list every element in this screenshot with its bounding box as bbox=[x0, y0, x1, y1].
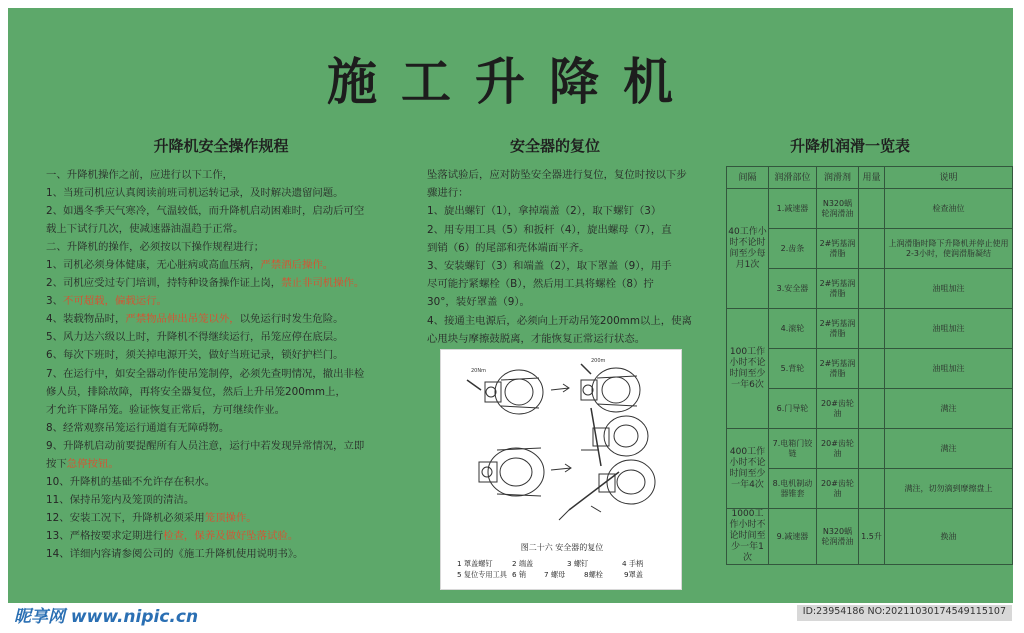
warning-text: 笼顶操作。 bbox=[204, 511, 257, 524]
reset-step-line: 1、旋出螺钉（1），拿掉端盖（2），取下螺钉（3） bbox=[427, 205, 662, 218]
safety-heading: 升降机安全操作规程 bbox=[153, 137, 289, 155]
warning-text: 不可超载，偏载运行。 bbox=[63, 295, 167, 308]
safety-rule-line bbox=[46, 527, 398, 545]
rule-text: 载上下试行几次，使减速器油温趋于正常。 bbox=[46, 223, 244, 236]
rule-text: 修人员，排除故障，再将安全器复位，然后上升吊笼200mm上， bbox=[46, 385, 346, 398]
reset-step-line: 3、安装螺钉（3）和端盖（2），取下罩盖（9），用手 bbox=[427, 260, 672, 273]
safety-rule-line bbox=[46, 220, 398, 238]
safety-device-drawing bbox=[441, 350, 683, 540]
table-row bbox=[727, 469, 1013, 509]
interval-cell: 1000工作小时不论时间至少一年1次 bbox=[727, 509, 769, 565]
amount-cell bbox=[859, 189, 885, 229]
lubricant-cell: 20#齿轮油 bbox=[817, 469, 859, 509]
safety-rule-line bbox=[46, 419, 398, 437]
legend-item: 5 复位专用工具 bbox=[457, 570, 507, 579]
page-title: 施工升降机 bbox=[327, 52, 697, 111]
figure-caption: 图二十六 安全器的复位 bbox=[520, 543, 604, 552]
column-header: 说明 bbox=[885, 167, 1013, 189]
note-cell: 油咀加注 bbox=[885, 269, 1013, 309]
rule-text: 才允许下降吊笼。验证恢复正常后，方可继续作业。 bbox=[46, 403, 285, 416]
safety-rule-line bbox=[46, 491, 398, 509]
reset-step-line: 4、接通主电源后，必须向上开动吊笼200mm以上，使离 bbox=[427, 314, 692, 327]
safety-rule-line bbox=[46, 256, 398, 274]
reset-steps bbox=[427, 166, 717, 348]
device-unit bbox=[479, 448, 544, 496]
amount-cell bbox=[859, 389, 885, 429]
table-row bbox=[727, 349, 1013, 389]
device-unit bbox=[581, 408, 648, 466]
safety-rule-line bbox=[46, 473, 398, 491]
legend-item: 2 端盖 bbox=[512, 559, 534, 568]
rule-text: 6、每次下班时，须关掉电源开关，做好当班记录，锁好护栏门。 bbox=[46, 349, 344, 362]
rule-text: 9、升降机启动前要提醒所有人员注意，运行中若发现异常情况，立即 bbox=[46, 439, 365, 452]
note-cell: 满注 bbox=[885, 389, 1013, 429]
rule-text: 12、安装工况下，升降机必须采用 bbox=[46, 511, 205, 524]
amount-cell bbox=[859, 469, 885, 509]
safety-rule-line bbox=[46, 365, 398, 383]
part-cell: 5.背轮 bbox=[769, 349, 817, 389]
lubricant-cell: 20#齿轮油 bbox=[817, 389, 859, 429]
table-row bbox=[727, 509, 1013, 565]
reset-step-line: 2、用专用工具（5）和扳杆（4），旋出螺母（7），直 bbox=[427, 223, 672, 236]
lubricant-cell: N320蜗轮润滑油 bbox=[817, 189, 859, 229]
warning-text: 禁止非司机操作。 bbox=[281, 277, 365, 290]
lubricant-cell: 2#钙基润滑脂 bbox=[817, 309, 859, 349]
lubricant-cell: 2#钙基润滑脂 bbox=[817, 269, 859, 309]
interval-cell: 100工作小时不论时间至少一年6次 bbox=[727, 309, 769, 429]
table-header-row bbox=[727, 167, 1013, 189]
safety-rule-line bbox=[46, 383, 398, 401]
safety-rule-line bbox=[46, 238, 398, 256]
column-header: 用量 bbox=[859, 167, 885, 189]
lubricant-cell: 20#齿轮油 bbox=[817, 429, 859, 469]
warning-text: 急停按钮。 bbox=[66, 457, 119, 470]
rule-text: 4、装载物品时， bbox=[46, 313, 126, 326]
legend-item: 1 罩盖螺钉 bbox=[457, 559, 493, 568]
safety-rule-line bbox=[46, 274, 398, 292]
figure-legend bbox=[457, 558, 677, 580]
rule-text: 按下 bbox=[46, 457, 67, 470]
rule-text: 3、 bbox=[46, 295, 64, 308]
device-unit bbox=[467, 370, 543, 414]
rule-text: 二、升降机的操作，必须按以下操作规程进行； bbox=[46, 241, 265, 254]
legend-item: 9罩盖 bbox=[624, 570, 643, 579]
rule-text: 10、升降机的基础不允许存在积水。 bbox=[46, 475, 216, 488]
reset-step-line: 到销（6）的尾部和壳体端面平齐。 bbox=[427, 241, 590, 254]
legend-item: 8螺栓 bbox=[584, 570, 603, 579]
part-cell: 9.减速器 bbox=[769, 509, 817, 565]
reset-step-line: 尽可能拧紧螺栓（B），然后用工具将螺栓（8）拧 bbox=[427, 278, 654, 291]
safety-rule-line bbox=[46, 166, 398, 184]
part-cell: 3.安全器 bbox=[769, 269, 817, 309]
interval-cell: 400工作小时不论时间至少一年4次 bbox=[727, 429, 769, 509]
reset-step-line: 骤进行： bbox=[427, 187, 469, 200]
table-row bbox=[727, 389, 1013, 429]
part-cell: 7.电箱门铰链 bbox=[769, 429, 817, 469]
table-row bbox=[727, 429, 1013, 469]
safety-rules bbox=[46, 166, 398, 563]
safety-rule-line bbox=[46, 455, 398, 473]
amount-cell bbox=[859, 429, 885, 469]
safety-rule-line bbox=[46, 401, 398, 419]
amount-cell: 1.5升 bbox=[859, 509, 885, 565]
table-row bbox=[727, 189, 1013, 229]
legend-item: 3 螺钉 bbox=[567, 559, 589, 568]
safety-rule-line bbox=[46, 328, 398, 346]
note-cell: 检查油位 bbox=[885, 189, 1013, 229]
safety-rule-line bbox=[46, 292, 398, 310]
reset-diagram bbox=[440, 349, 682, 590]
reset-step-line: 30°，装好罩盖（9）。 bbox=[427, 296, 530, 309]
legend-item: 7 螺母 bbox=[544, 570, 566, 579]
rule-text: 1、当班司机应认真阅读前班司机运转记录，及时解决遗留问题。 bbox=[46, 187, 344, 200]
part-cell: 1.减速器 bbox=[769, 189, 817, 229]
image-id-watermark: ID:23954186 NO:20211030174549115107 bbox=[797, 605, 1012, 621]
legend-item: 4 手柄 bbox=[622, 559, 644, 568]
note-cell: 油咀加注 bbox=[885, 349, 1013, 389]
part-cell: 4.滚轮 bbox=[769, 309, 817, 349]
rule-text: 11、保持吊笼内及笼顶的清洁。 bbox=[46, 493, 195, 506]
safety-rule-line bbox=[46, 184, 398, 202]
column-header: 润滑剂 bbox=[817, 167, 859, 189]
distance-label: 200m bbox=[591, 358, 606, 364]
safety-rule-line bbox=[46, 437, 398, 455]
safety-rule-line bbox=[46, 545, 398, 563]
rule-text: 5、风力达六级以上时，升降机不得继续运行，吊笼应停在底层。 bbox=[46, 331, 344, 344]
lubrication-table bbox=[726, 166, 1013, 565]
interval-cell: 40工作小时不论时间至少每月1次 bbox=[727, 189, 769, 309]
rule-text: 2、司机应受过专门培训，持特种设备操作证上岗， bbox=[46, 277, 282, 290]
part-cell: 8.电机制动器锥套 bbox=[769, 469, 817, 509]
part-cell: 6.门导轮 bbox=[769, 389, 817, 429]
amount-cell bbox=[859, 309, 885, 349]
lubrication-heading: 升降机润滑一览表 bbox=[789, 137, 910, 155]
rule-text: 14、详细内容请参阅公司的《施工升降机使用说明书》。 bbox=[46, 547, 304, 560]
note-cell: 上润滑脂时降下升降机并停止使用2-3小时，使润滑脂凝结 bbox=[885, 229, 1013, 269]
table-row bbox=[727, 269, 1013, 309]
safety-rule-line bbox=[46, 202, 398, 220]
note-cell: 油咀加注 bbox=[885, 309, 1013, 349]
lubricant-cell: 2#钙基润滑脂 bbox=[817, 229, 859, 269]
column-header: 间隔 bbox=[727, 167, 769, 189]
safety-rule-line bbox=[46, 346, 398, 364]
table-row bbox=[727, 229, 1013, 269]
warning-text: 检查，保养及做好坠落试验。 bbox=[163, 529, 299, 542]
safety-rule-line bbox=[46, 509, 398, 527]
rule-text: 8、经常观察吊笼运行通道有无障碍物。 bbox=[46, 421, 230, 434]
warning-text: 严禁物品伸出吊笼以外， bbox=[125, 313, 240, 326]
reset-step-line: 心甩块与摩擦鼓脱离，才能恢复正常运行状态。 bbox=[427, 332, 646, 345]
torque-label: 20Nm bbox=[471, 368, 486, 374]
amount-cell bbox=[859, 269, 885, 309]
amount-cell bbox=[859, 349, 885, 389]
lubricant-cell: N320蜗轮润滑油 bbox=[817, 509, 859, 565]
rule-text: 2、如遇冬季天气寒冷，气温较低，而升降机启动困难时，启动后可空 bbox=[46, 205, 365, 218]
part-cell: 2.齿条 bbox=[769, 229, 817, 269]
note-cell: 满注 bbox=[885, 429, 1013, 469]
rule-text: 以免运行时发生危险。 bbox=[239, 313, 344, 326]
table-row bbox=[727, 309, 1013, 349]
lubricant-cell: 2#钙基润滑脂 bbox=[817, 349, 859, 389]
device-unit bbox=[559, 460, 655, 520]
legend-item: 6 销 bbox=[512, 570, 527, 579]
note-cell: 换油 bbox=[885, 509, 1013, 565]
reset-step-line: 坠落试验后，应对防坠安全器进行复位，复位时按以下步 bbox=[427, 169, 687, 181]
rule-text: 13、严格按要求定期进行 bbox=[46, 529, 164, 542]
reset-heading: 安全器的复位 bbox=[509, 137, 600, 155]
rule-text: 1、司机必须身体健康，无心脏病或高血压病， bbox=[46, 259, 261, 272]
amount-cell bbox=[859, 229, 885, 269]
warning-text: 严禁酒后操作。 bbox=[260, 259, 334, 272]
column-header: 润滑部位 bbox=[769, 167, 817, 189]
device-unit bbox=[581, 364, 640, 412]
rule-text: 一、升降机操作之前，应进行以下工作， bbox=[46, 169, 234, 181]
note-cell: 满注，切勿滴到摩擦盘上 bbox=[885, 469, 1013, 509]
safety-rule-line bbox=[46, 310, 398, 328]
site-logo-watermark: 昵享网 www.nipic.cn bbox=[14, 607, 199, 627]
rule-text: 7、在运行中，如安全器动作使吊笼制停，必须先查明情况，撤出非检 bbox=[46, 367, 365, 380]
